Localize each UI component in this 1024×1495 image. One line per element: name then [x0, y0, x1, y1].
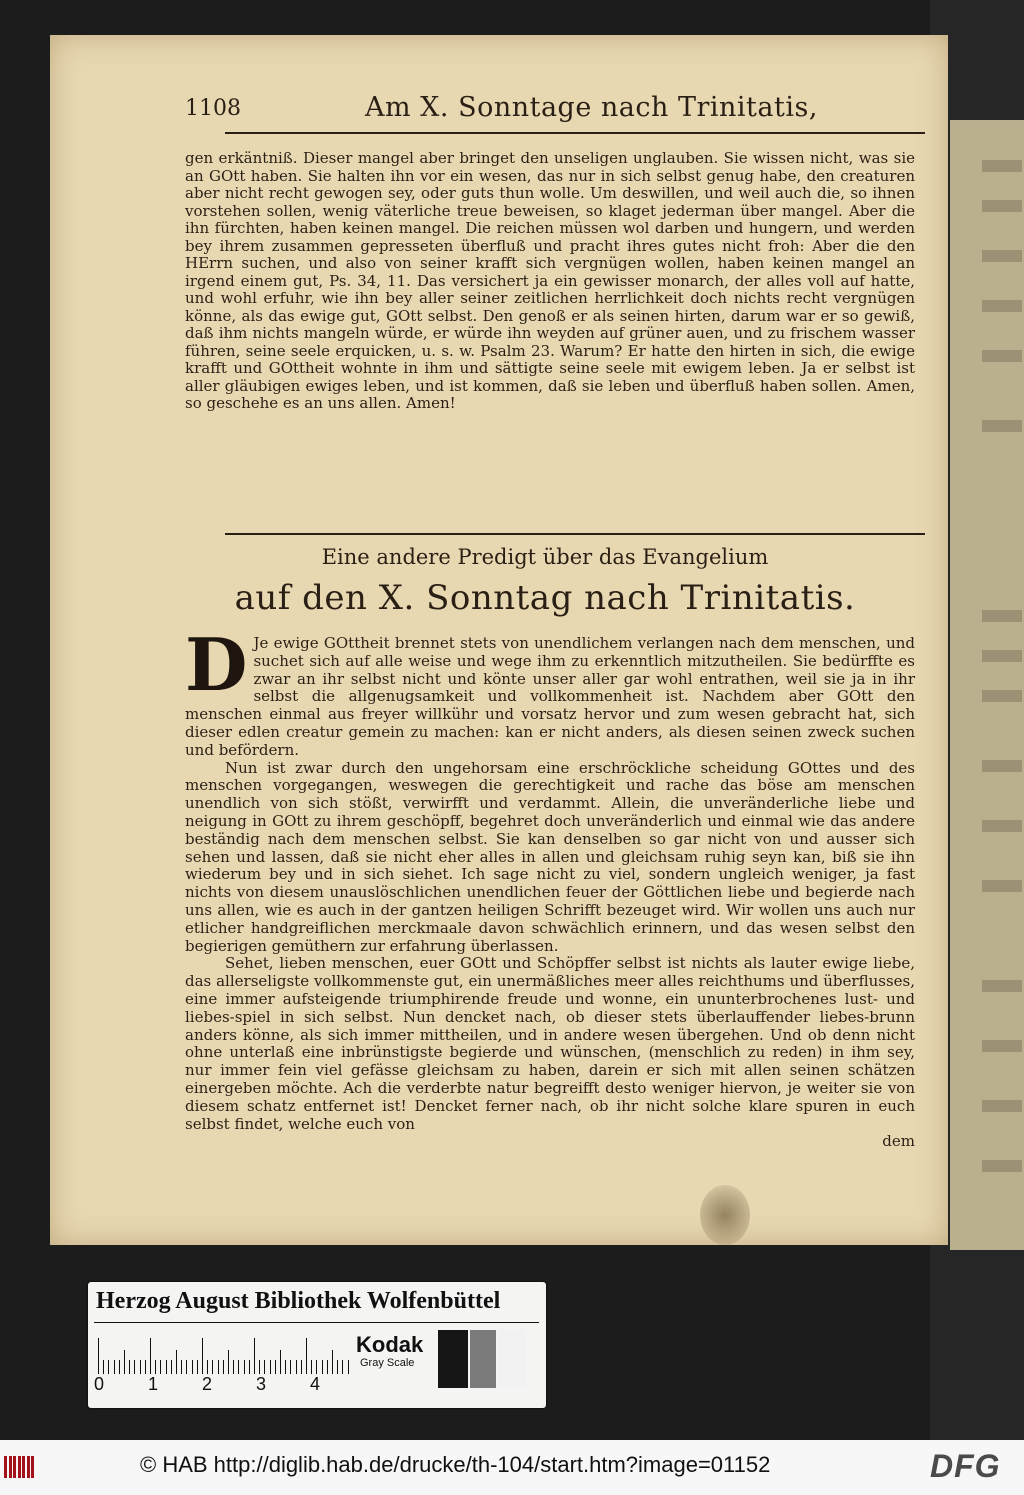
ink-stain — [700, 1185, 750, 1245]
ruler-tick — [176, 1350, 177, 1374]
ruler-tick — [342, 1360, 343, 1374]
ruler-tick — [280, 1350, 281, 1374]
logo-bar — [18, 1456, 21, 1478]
ruler-tick — [264, 1360, 265, 1374]
card-divider — [94, 1322, 539, 1323]
ruler-tick — [124, 1350, 125, 1374]
logo-bar — [13, 1456, 16, 1478]
ruler-tick — [202, 1338, 203, 1374]
dfg-logo: DFG — [930, 1448, 1001, 1484]
ruler-tick — [306, 1338, 307, 1374]
credit-link[interactable]: © HAB http://diglib.hab.de/drucke/th-104/start.htm?image=01152 — [140, 1452, 771, 1477]
logo-bar — [22, 1456, 25, 1478]
ruler-tick — [134, 1360, 135, 1374]
book-page — [50, 35, 948, 1245]
swatch-black — [438, 1330, 468, 1388]
ruler-tick — [270, 1360, 271, 1374]
gray-scale-label: Gray Scale — [360, 1357, 415, 1369]
header-rule — [225, 132, 925, 134]
ruler-tick — [140, 1360, 141, 1374]
ruler-tick — [316, 1360, 317, 1374]
ruler-tick — [160, 1360, 161, 1374]
ruler-tick — [337, 1360, 338, 1374]
ruler-number: 2 — [202, 1374, 213, 1394]
page-content — [185, 90, 965, 1151]
ruler-tick — [228, 1350, 229, 1374]
ruler-tick — [166, 1360, 167, 1374]
ruler-tick — [186, 1360, 187, 1374]
paragraph-continuation — [185, 150, 915, 413]
ruler-tick — [311, 1360, 312, 1374]
section-rule — [225, 533, 925, 535]
hab-logo-icon — [4, 1450, 36, 1482]
ruler-tick — [114, 1360, 115, 1374]
swatch-white — [498, 1330, 526, 1388]
ruler-tick — [275, 1360, 276, 1374]
ruler-tick — [155, 1360, 156, 1374]
ruler-tick — [119, 1360, 120, 1374]
paragraph-2 — [185, 622, 915, 760]
scale-ruler — [98, 1334, 348, 1374]
logo-bar — [4, 1456, 7, 1478]
ruler-tick — [348, 1360, 349, 1374]
ruler-tick — [181, 1360, 182, 1374]
ruler-tick — [223, 1360, 224, 1374]
ruler-tick — [322, 1360, 323, 1374]
logo-bar — [9, 1456, 12, 1478]
ruler-number: 4 — [310, 1374, 321, 1394]
ruler-tick — [301, 1360, 302, 1374]
running-head: Am X. Sonntage nach Trinitatis, — [365, 92, 818, 123]
ruler-number: 1 — [148, 1374, 159, 1394]
ruler-tick — [259, 1360, 260, 1374]
ruler-tick — [192, 1360, 193, 1374]
ruler-tick — [332, 1350, 333, 1374]
ruler-tick — [290, 1360, 291, 1374]
ruler-tick — [254, 1338, 255, 1374]
ruler-tick — [244, 1360, 245, 1374]
ruler-tick — [171, 1360, 172, 1374]
kodak-logo: Kodak — [356, 1332, 424, 1357]
paragraph-4: Sehet, lieben menschen, euer GOtt und Schöpffer selbst ist nichts als lauter ewige liebe, das allerseligste vollkommenste gut, ein unermäßliches meer alles reichthums und überflusses, eine immer aufsteigende triumphirende freude und wonne, ein ununterbrochenes lust- und liebes-spiel in sich selbst. Nun dencket nach, ob dieser stets überlauffender liebes-brunn anders könne, als sich immer mittheilen, und in andere wesen übergehen. Und ob denn nicht ohne unterlaß eine inbrünstigste begierde und wünschen, (menschlich zu reden) in ihm sey, nur immer fein viel gefässe gleichsam zu haben, darein er sich mit allen seinen schätzen einergeben möchte. Ach die verderbte natur begreifft desto weniger hiervon, je weiter sie von diesem schatz entfernet ist! Dencket ferner nach, ob ihr nicht solche klare spuren in euch selbst findet, welche euch von — [185, 954, 915, 1133]
paragraph-2-text: Je ewige GOttheit brennet stets von unendlichem verlangen nach dem menschen, und suchet sich auf alle weise und wege ihm zu erkenntlich mitzutheilen. Sie bedürffte es zwar an ihr selbst nicht und könte unser aller gar wohl entrathen, weil sie ja in ihr selbst die allgenugsamkeit und vollkommenheit ist. Nachdem aber GOtt den menschen einmal aus freyer willkühr und vorsatz hervor und zum wesen gebracht hat, sich dieser edlen creatur gemein zu machen: kan er nicht anders, als diesen seinen zweck suchen und befördern. — [185, 634, 915, 759]
ruler-tick — [249, 1360, 250, 1374]
ruler-tick — [238, 1360, 239, 1374]
drop-capital: D — [185, 622, 248, 707]
ruler-tick — [150, 1338, 151, 1374]
logo-bar — [27, 1456, 30, 1478]
ruler-tick — [108, 1360, 109, 1374]
ruler-tick — [129, 1360, 130, 1374]
sermon-body — [185, 622, 915, 1151]
paragraph-1: gen erkäntniß. Dieser mangel aber bringet den unseligen unglauben. Sie wissen nicht, was sie an GOtt haben. Sie halten ihn vor ein wesen, das nur in sich selbst genug habe, den creaturen aber nicht recht gewogen sey, oder guts thun wolle. Um deswillen, und weil auch die, so ihnen vorstehen sollen, wenig väterliche treue beweisen, so klaget jederman über mangel. Aber die ihn fürchten, haben keinen mangel. Die reichen müssen wol darben und hungern, und werden bey ihrem zusammen gepresseten überfluß und pracht ihres gutes nicht froh: Aber die den HErrn suchen, und also von seiner krafft sich vergnügen wollen, haben keinen mangel an irgend einem gut, Ps. 34, 11. Das versichert ja ein gewisser monarch, der alles voll auf hatte, und wohl erfuhr, wie ihn bey aller seiner zeitlichen herrlichkeit doch nichts recht vergnügen könne, als das ewige gut, GOtt selbst. Den genoß er als seinen hirten, darum war er so gewiß, daß ihm nichts mangeln würde, er würde ihn weyden auf grüner auen, und zu frischem wasser führen, seine seele erquicken, u. s. w. Psalm 23. Warum? Er hatte den hirten in sich, die ewige krafft und GOttheit wohnte in ihm und sättigte seine seele mit ewigem leben. Ja er selbst ist aller gläubigen ewiges leben, und ist kommen, daß sie leben und überfluß haben sollen. Amen, so geschehe es an uns allen. Amen! — [185, 149, 915, 412]
ruler-tick — [296, 1360, 297, 1374]
ruler-tick — [212, 1360, 213, 1374]
swatch-gray — [470, 1330, 496, 1388]
ruler-tick — [207, 1360, 208, 1374]
ruler-number: 0 — [94, 1374, 105, 1394]
ruler-tick — [145, 1360, 146, 1374]
ruler-tick — [103, 1360, 104, 1374]
ruler-tick — [197, 1360, 198, 1374]
sermon-title-line2: auf den X. Sonntag nach Trinitatis. — [234, 578, 856, 618]
ruler-tick — [233, 1360, 234, 1374]
ruler-tick — [218, 1360, 219, 1374]
logo-bar — [31, 1456, 34, 1478]
ruler-tick — [327, 1360, 328, 1374]
paragraph-3: Nun ist zwar durch den ungehorsam eine erschröckliche scheidung GOttes und des menschen vorgegangen, weswegen die gerechtigkeit und rache das böse am menschen unendlich von sich stößt, verwirfft und verdammt. Allein, die unveränderliche liebe und neigung in GOtt zu ihrem geschöpff, begehret doch unveränderlich und einmal wie das andere beständig nach dem menschen selbst. Sie kan denselben so gar nicht von und ausser sich sehen und lassen, daß sie nicht eher alles in allen und gleichsam ruhig seyn kan, biß sie ihn wiederum bey und in sich siehet. Ich sage nicht zu viel, sondern ungleich weniger, ja fast nichts von diesem unauslöschlichen unendlichen feuer der Göttlichen liebe und begierde nach uns allen, wie es auch in der gantzen heiligen Schrifft bezeuget wird. Wir wollen uns auch nur etlicher handgreiflichen merckmaale davon schwächlich erinnern, und das wesen selbst den begierigen gemüthern zur erfahrung überlassen. — [185, 758, 915, 955]
catchword: dem — [882, 1132, 915, 1151]
page-header — [185, 90, 965, 150]
card-title: Herzog August Bibliothek Wolfenbüttel — [96, 1288, 501, 1314]
ruler-tick — [98, 1338, 99, 1374]
ruler-number: 3 — [256, 1374, 267, 1394]
ruler-tick — [285, 1360, 286, 1374]
sermon-title-line1: Eine andere Predigt über das Evangelium — [321, 545, 769, 569]
facing-page-edge — [950, 120, 1024, 1250]
folio-number: 1108 — [185, 96, 241, 121]
color-reference-card — [88, 1282, 546, 1408]
